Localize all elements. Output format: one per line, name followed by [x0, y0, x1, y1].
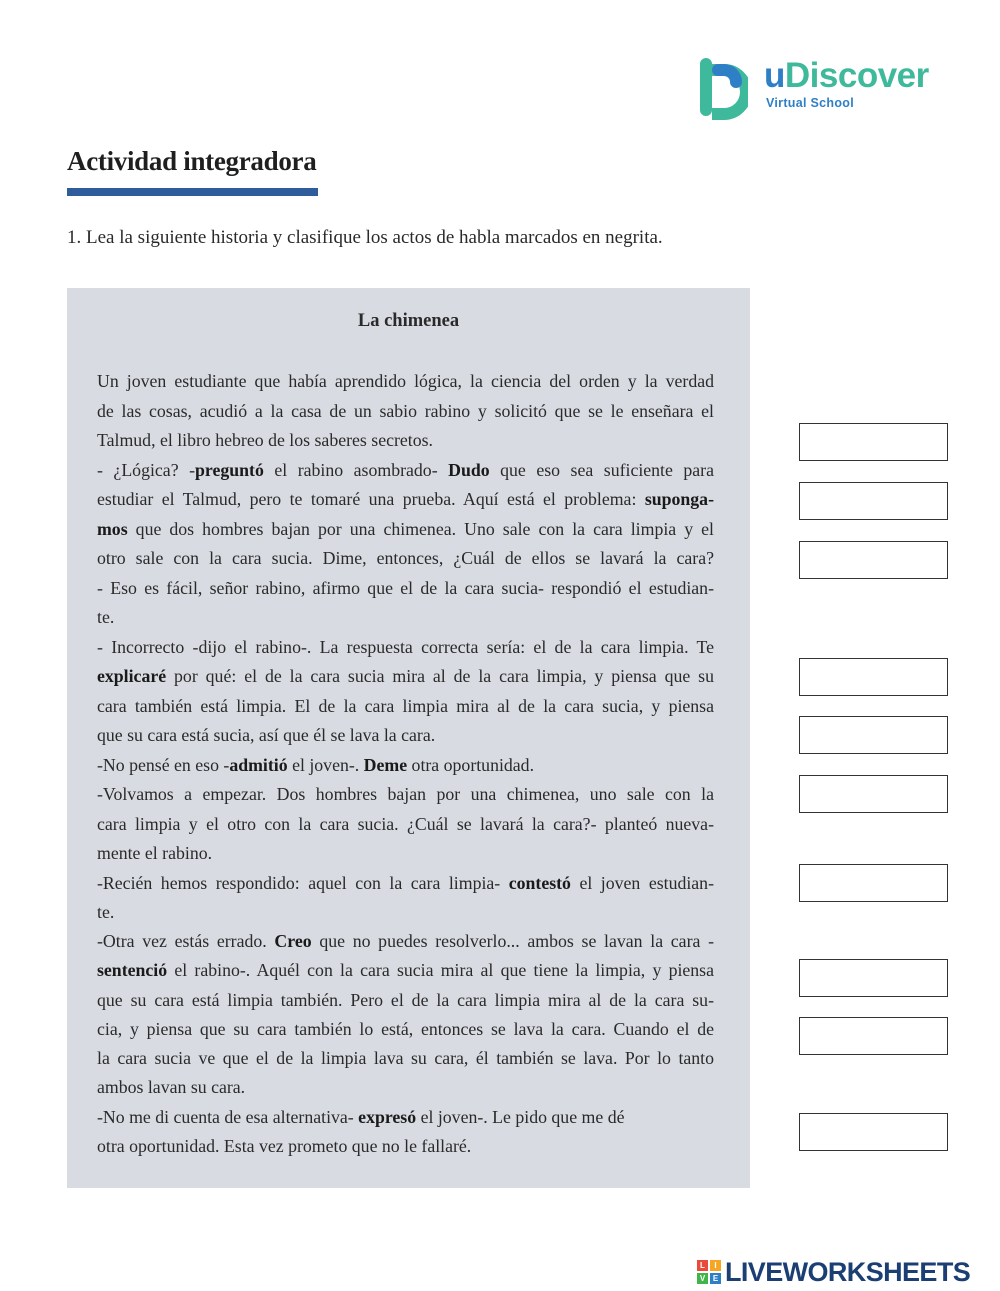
text-segment: que dos hombres bajan por una chimenea. Uno sale con la cara limpia y el	[127, 519, 714, 539]
answer-input-4[interactable]	[799, 658, 948, 696]
story-line: que su cara está sucia, así que él se lava la cara.	[97, 725, 436, 745]
liveworksheets-brand: LIVEWORKSHEETS	[725, 1256, 971, 1287]
bold-speech-act: Creo	[274, 931, 312, 951]
page-title: Actividad integradora	[67, 146, 317, 176]
bold-speech-act: suponga-	[644, 489, 714, 509]
story-line: cara también está limpia. El de la cara limpia mira al de la cara sucia, y piensa	[97, 696, 714, 716]
answer-input-3[interactable]	[799, 541, 948, 579]
brand-name	[764, 56, 929, 96]
text-segment: -Otra vez estás errado.	[97, 931, 275, 951]
story-line: te.	[97, 902, 115, 922]
story-line	[97, 1106, 714, 1128]
bold-speech-act: preguntó	[195, 460, 264, 480]
text-segment: por qué: el de la cara sucia mira al de la cara limpia, y piensa que su	[166, 666, 714, 686]
bold-speech-act: explicaré	[97, 666, 167, 686]
story-line	[97, 930, 714, 952]
text-segment: el joven-.	[287, 755, 364, 775]
answer-input-5[interactable]	[799, 716, 948, 754]
logo-square: I	[710, 1260, 721, 1271]
story-line: te.	[97, 607, 115, 627]
instruction-text: 1. Lea la siguiente historia y clasifique los actos de habla marcados en negrita.	[67, 227, 663, 248]
title-underline	[67, 188, 318, 196]
text-segment: el rabino-. Aquél con la cara sucia mira al que tiene la limpia, y piensa	[167, 960, 714, 980]
liveworksheets-logo-icon	[697, 1260, 721, 1284]
story-line: de las cosas, acudió a la casa de un sabio rabino y solicitó que se le enseñara el	[97, 401, 714, 421]
answer-input-8[interactable]	[799, 959, 948, 997]
logo-square: L	[697, 1260, 708, 1271]
story-line	[97, 459, 714, 481]
udiscover-logo-icon	[698, 56, 748, 120]
story-line	[97, 665, 714, 687]
logo-square: V	[697, 1273, 708, 1284]
story-line: Un joven estudiante que había aprendido lógica, la ciencia del orden y la verdad	[97, 371, 714, 391]
bold-speech-act: admitió	[229, 755, 288, 775]
story-line: - Eso es fácil, señor rabino, afirmo que el de la cara sucia- respondió el estudian-	[97, 578, 714, 598]
text-segment: el joven estudian-	[570, 873, 714, 893]
answer-input-1[interactable]	[799, 423, 948, 461]
story-line: otra oportunidad. Esta vez prometo que no le fallaré.	[97, 1136, 472, 1156]
story-line	[97, 872, 714, 894]
brand-rest: Discover	[784, 56, 929, 95]
logo-square: E	[710, 1273, 721, 1284]
story-line: - Incorrecto -dijo el rabino-. La respuesta correcta sería: el de la cara limpia. Te	[97, 637, 714, 657]
story-line: cia, y piensa que su cara también lo está, entonces se lava la cara. Cuando el de	[97, 1019, 714, 1039]
text-segment: que eso sea suficiente para	[489, 460, 714, 480]
text-segment: el rabino asombrado-	[263, 460, 449, 480]
bold-speech-act: Deme	[363, 755, 408, 775]
text-segment: -Recién hemos respondido: aquel con la cara limpia-	[97, 873, 509, 893]
text-segment: - ¿Lógica? -	[97, 460, 196, 480]
story-line	[97, 754, 714, 776]
story-line	[97, 518, 714, 540]
bold-speech-act: sentenció	[97, 960, 168, 980]
bold-speech-act: contestó	[508, 873, 571, 893]
story-line: mente el rabino.	[97, 843, 213, 863]
answer-input-7[interactable]	[799, 864, 948, 902]
answer-input-9[interactable]	[799, 1017, 948, 1055]
story-line: -Volvamos a empezar. Dos hombres bajan por una chimenea, uno sale con la	[97, 784, 714, 804]
answer-input-10[interactable]	[799, 1113, 948, 1151]
udiscover-logo-text	[764, 56, 929, 110]
story-line: otro sale con la cara sucia. Dime, entonces, ¿Cuál de ellos se lavará la cara?	[97, 548, 714, 568]
answer-input-2[interactable]	[799, 482, 948, 520]
story-title: La chimenea	[357, 311, 460, 331]
brand-subtitle: Virtual School	[766, 96, 855, 110]
story-line: que su cara está limpia también. Pero el de la cara limpia mira al de la cara su-	[97, 990, 714, 1010]
liveworksheets-logo	[697, 1257, 970, 1287]
udiscover-logo	[698, 56, 948, 120]
story-line: ambos lavan su cara.	[97, 1077, 246, 1097]
answer-input-6[interactable]	[799, 775, 948, 813]
bold-speech-act: expresó	[358, 1107, 417, 1127]
bold-speech-act: mos	[97, 519, 128, 539]
text-segment: que no puedes resolverlo... ambos se lavan la cara -	[311, 931, 715, 951]
story-line: Talmud, el libro hebreo de los saberes secretos.	[97, 430, 433, 450]
story-line	[97, 959, 714, 981]
text-segment: estudiar el Talmud, pero te tomaré una prueba. Aquí está el problema:	[97, 489, 645, 509]
bold-speech-act: Dudo	[448, 460, 490, 480]
text-segment: -No pensé en eso -	[97, 755, 230, 775]
brand-u: u	[764, 56, 785, 95]
story-line: la cara sucia ve que el de la limpia lava su cara, él también se lava. Por lo tanto	[97, 1048, 714, 1068]
text-segment: -No me di cuenta de esa alternativa-	[97, 1107, 359, 1127]
text-segment: el joven-. Le pido que me dé	[416, 1107, 625, 1127]
story-line: cara limpia y el otro con la cara sucia. ¿Cuál se lavará la cara?- planteó nueva-	[97, 814, 714, 834]
text-segment: otra oportunidad.	[407, 755, 535, 775]
story-line	[97, 488, 714, 510]
